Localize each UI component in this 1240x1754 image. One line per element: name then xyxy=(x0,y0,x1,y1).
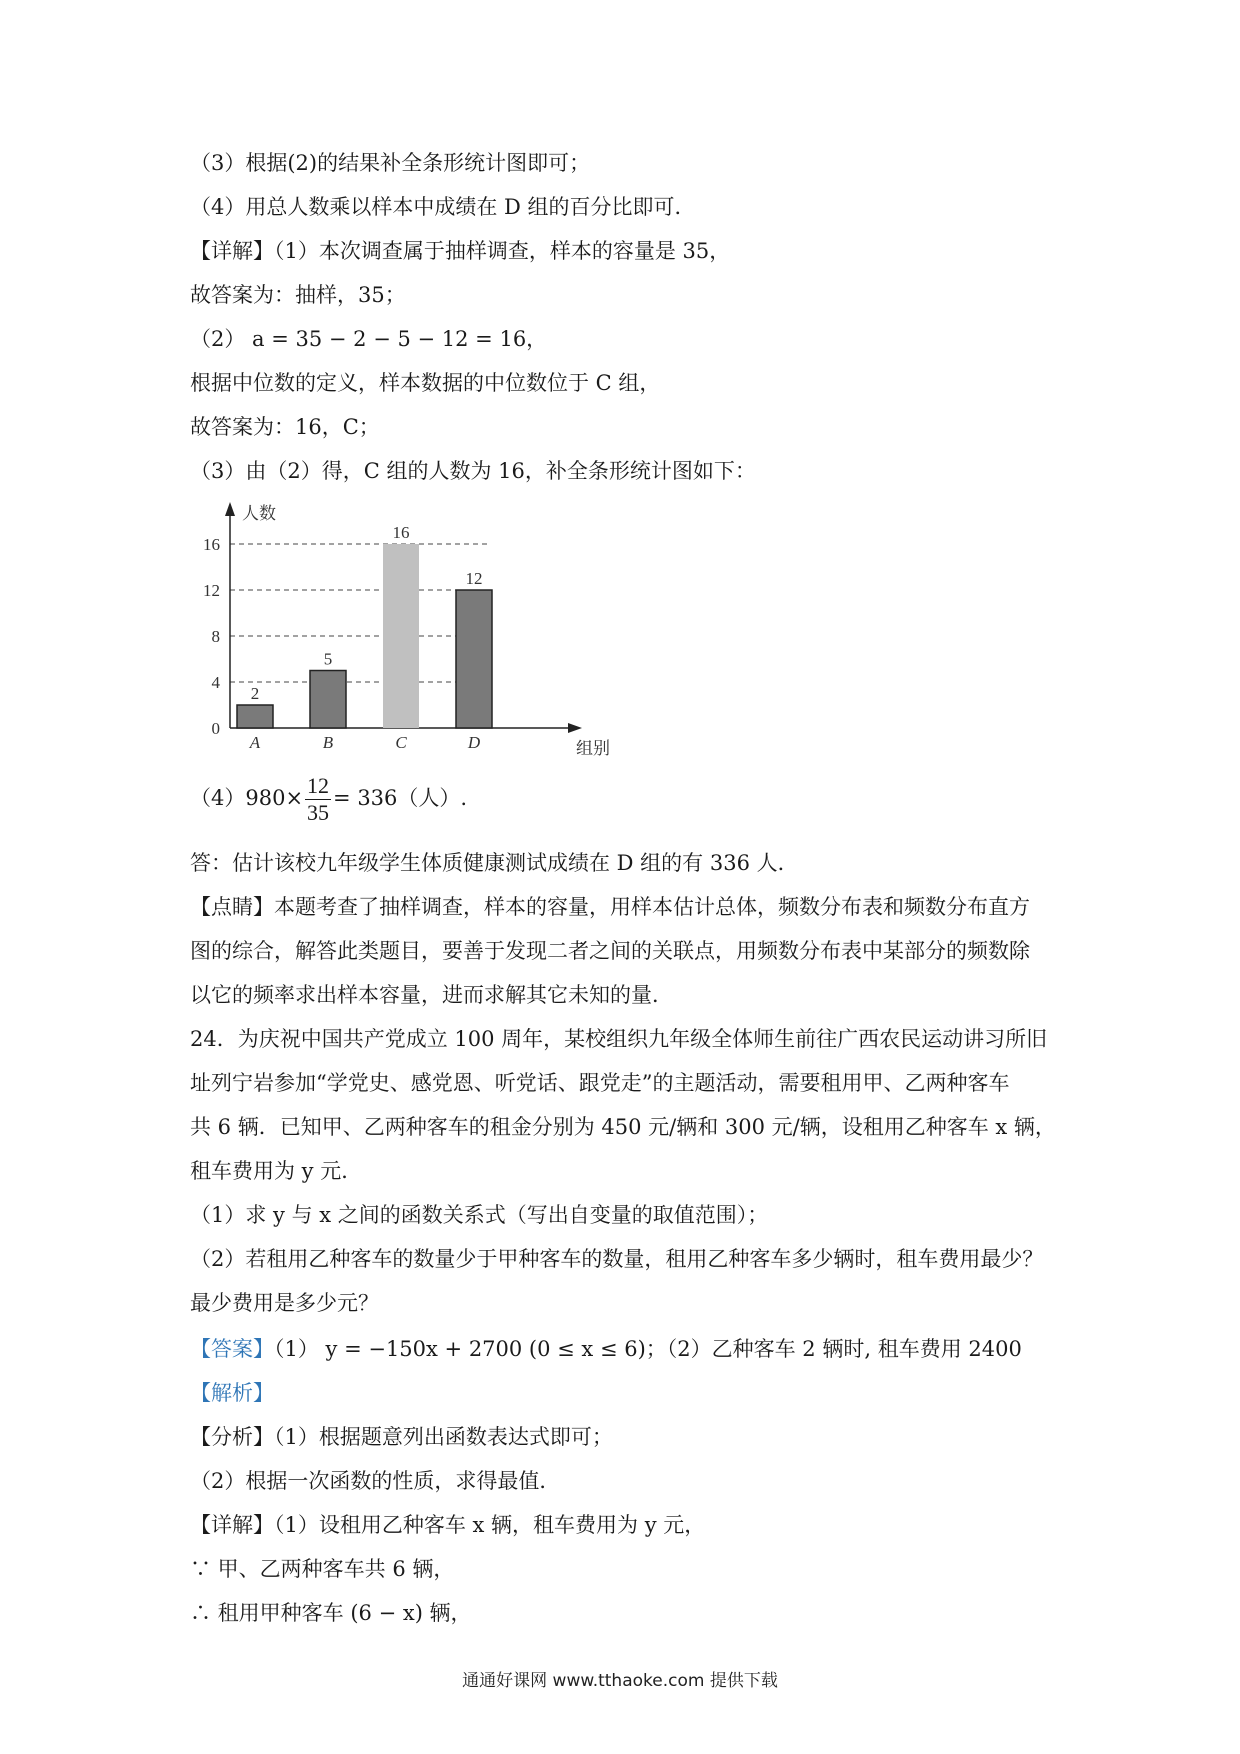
text-line: （4）用总人数乘以样本中成绩在 D 组的百分比即可． xyxy=(190,195,696,219)
y-tick-label: 0 xyxy=(211,719,220,738)
data-label: 5 xyxy=(323,649,333,669)
y-axis-arrow xyxy=(225,502,235,516)
bar xyxy=(310,671,346,729)
x-axis-arrow xyxy=(568,723,582,733)
x-tick-label: D xyxy=(467,733,481,752)
y-tick-label: 4 xyxy=(211,673,220,692)
answer-line xyxy=(190,1334,1090,1364)
text-line: 图的综合，解答此类题目，要善于发现二者之间的关联点，用频数分布表中某部分的频数除 xyxy=(190,939,1030,963)
text-line: （3）由（2）得，C 组的人数为 16，补全条形统计图如下： xyxy=(190,459,756,483)
fraction xyxy=(305,773,331,826)
x-tick-label: B xyxy=(322,733,334,752)
y-axis-title: 人数 xyxy=(242,504,276,524)
text-line: 以它的频率求出样本容量，进而求解其它未知的量． xyxy=(190,983,673,1007)
bar-chart xyxy=(190,488,620,758)
bar xyxy=(383,544,419,728)
text-line: （2） a = 35 − 2 − 5 − 12 = 16， xyxy=(190,327,548,351)
x-tick-label: A xyxy=(249,733,261,752)
page-footer: 通通好课网 www.tthaoke.com 提供下载 xyxy=(462,1671,778,1691)
text-line: 故答案为：抽样，35； xyxy=(190,283,406,307)
bar xyxy=(237,705,273,728)
text-line: 【详解】（1）设租用乙种客车 x 辆，租车费用为 y 元， xyxy=(190,1513,706,1537)
text-line: 故答案为：16，C； xyxy=(190,415,380,439)
text-line: 答：估计该校九年级学生体质健康测试成绩在 D 组的有 336 人． xyxy=(190,851,799,875)
analysis-tag: 【解析】 xyxy=(190,1381,274,1405)
bar-chart-svg xyxy=(190,488,620,758)
answer-tag: 【答案】 xyxy=(190,1337,274,1361)
answer-text: （1） y = −150x + 2700 (0 ≤ x ≤ 6)；（2）乙种客车 2 辆时, 租车费用 2400 xyxy=(274,1337,1022,1361)
text-line: 租车费用为 y 元． xyxy=(190,1159,363,1183)
data-label: 16 xyxy=(392,523,410,542)
text-line: （3）根据(2)的结果补全条形统计图即可； xyxy=(190,151,591,175)
text-line: 【点睛】本题考查了抽样调查，样本的容量，用样本估计总体，频数分布表和频数分布直方 xyxy=(190,895,1030,919)
text-line: （2）根据一次函数的性质，求得最值． xyxy=(190,1469,561,1493)
text-line: ∴ 租用甲种客车 (6 − x) 辆， xyxy=(190,1601,472,1625)
text-line: 【分析】（1）根据题意列出函数表达式即可； xyxy=(190,1425,613,1449)
fraction-denominator: 35 xyxy=(307,800,330,825)
text-line: （1）求 y 与 x 之间的函数关系式（写出自变量的取值范围）； xyxy=(190,1203,769,1227)
text-line: 24．为庆祝中国共产党成立 100 周年，某校组织九年级全体师生前往广西农民运动讲习所旧 xyxy=(190,1027,1048,1051)
text-line: 最少费用是多少元？ xyxy=(190,1291,379,1315)
data-label: 2 xyxy=(250,684,260,703)
text-line: 址列宁岩参加“学党史、感党恩、听党话、跟党走”的主题活动，需要租用甲、乙两种客车 xyxy=(190,1071,1010,1095)
data-label: 12 xyxy=(465,569,483,588)
calc-prefix: （4）980× xyxy=(190,786,304,810)
bar xyxy=(456,590,492,728)
y-tick-label: 16 xyxy=(203,535,220,554)
text-line: 根据中位数的定义，样本数据的中位数位于 C 组， xyxy=(190,371,661,395)
text-line: ∵ 甲、乙两种客车共 6 辆， xyxy=(190,1557,455,1581)
fraction-numerator: 12 xyxy=(307,773,330,798)
y-tick-label: 12 xyxy=(203,581,220,600)
y-tick-label: 8 xyxy=(211,627,220,646)
calc-suffix: = 336（人）. xyxy=(333,786,468,810)
x-tick-label: C xyxy=(395,733,407,752)
text-line: （2）若租用乙种客车的数量少于甲种客车的数量，租用乙种客车多少辆时，租车费用最少？ xyxy=(190,1247,1044,1271)
calculation-line xyxy=(190,768,1090,828)
text-line: 共 6 辆．已知甲、乙两种客车的租金分别为 450 元/辆和 300 元/辆，设租用乙种客车 x 辆， xyxy=(190,1115,1056,1139)
text-line: 【详解】（1）本次调查属于抽样调查，样本的容量是 35， xyxy=(190,239,731,263)
x-axis-title: 组别 xyxy=(576,739,610,758)
